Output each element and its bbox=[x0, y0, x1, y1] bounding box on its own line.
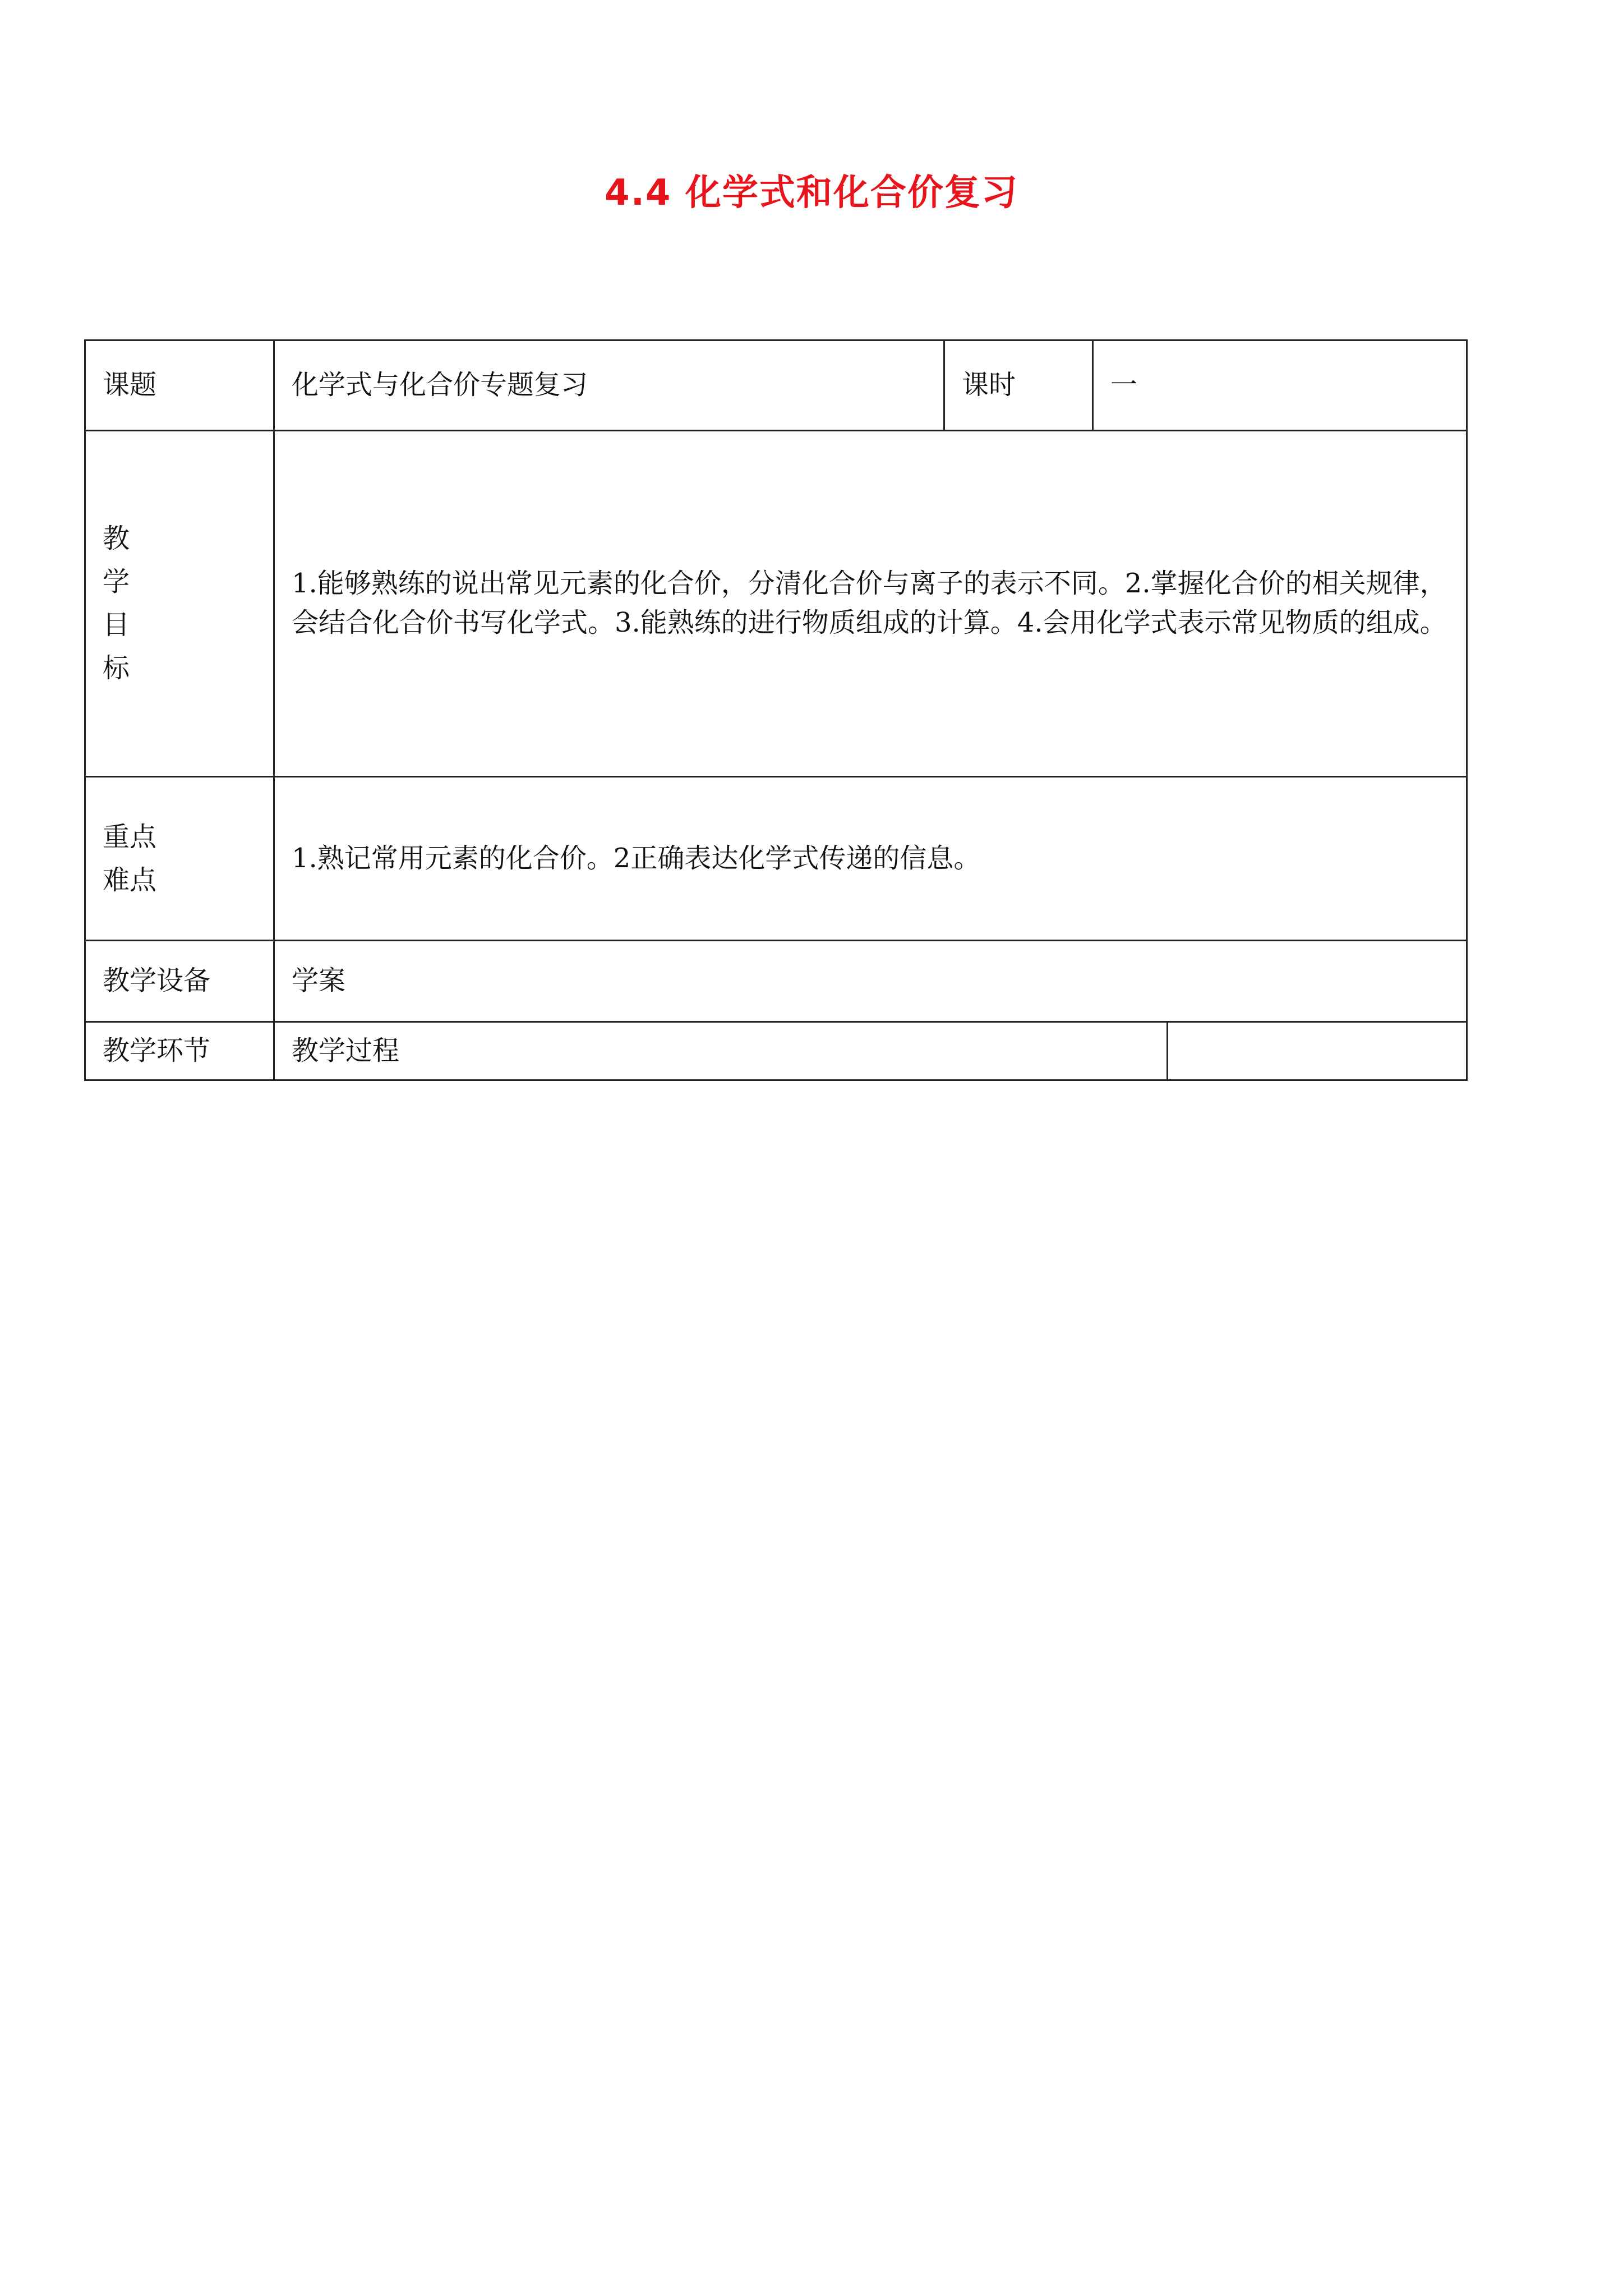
key-difficulty-text: 1.熟记常用元素的化合价。2正确表达化学式传递的信息。 bbox=[274, 777, 1467, 941]
key-difficulty-label bbox=[85, 777, 274, 941]
equipment-value: 学案 bbox=[274, 941, 1467, 1022]
goal-label-char: 学 bbox=[103, 566, 130, 598]
table-row bbox=[85, 941, 1467, 1022]
topic-value: 化学式与化合价专题复习 bbox=[274, 341, 944, 431]
topic-label: 课题 bbox=[85, 341, 274, 431]
table-row bbox=[85, 341, 1467, 431]
table-row bbox=[85, 431, 1467, 777]
process-label: 教学过程 bbox=[274, 1022, 1168, 1080]
period-label: 课时 bbox=[944, 341, 1093, 431]
goal-label bbox=[85, 431, 274, 777]
table-row bbox=[85, 1022, 1467, 1080]
period-value: 一 bbox=[1093, 341, 1467, 431]
key-label-line: 难点 bbox=[103, 864, 157, 896]
lesson-plan-table bbox=[84, 339, 1468, 1081]
goal-label-char: 标 bbox=[103, 652, 130, 684]
goal-label-char: 目 bbox=[103, 609, 130, 641]
step-label: 教学环节 bbox=[85, 1022, 274, 1080]
table-row bbox=[85, 777, 1467, 941]
page-title: 4.4 化学式和化合价复习 bbox=[605, 172, 1018, 214]
process-extra-cell bbox=[1168, 1022, 1467, 1080]
goal-label-char: 教 bbox=[103, 523, 130, 555]
goal-text: 1.能够熟练的说出常见元素的化合价，分清化合价与离子的表示不同。2.掌握化合价的相关规律，会结合化合价书写化学式。3.能熟练的进行物质组成的计算。4.会用化学式表示常见物质的组成。 bbox=[274, 431, 1467, 777]
key-label-line: 重点 bbox=[103, 821, 157, 853]
equipment-label: 教学设备 bbox=[85, 941, 274, 1022]
